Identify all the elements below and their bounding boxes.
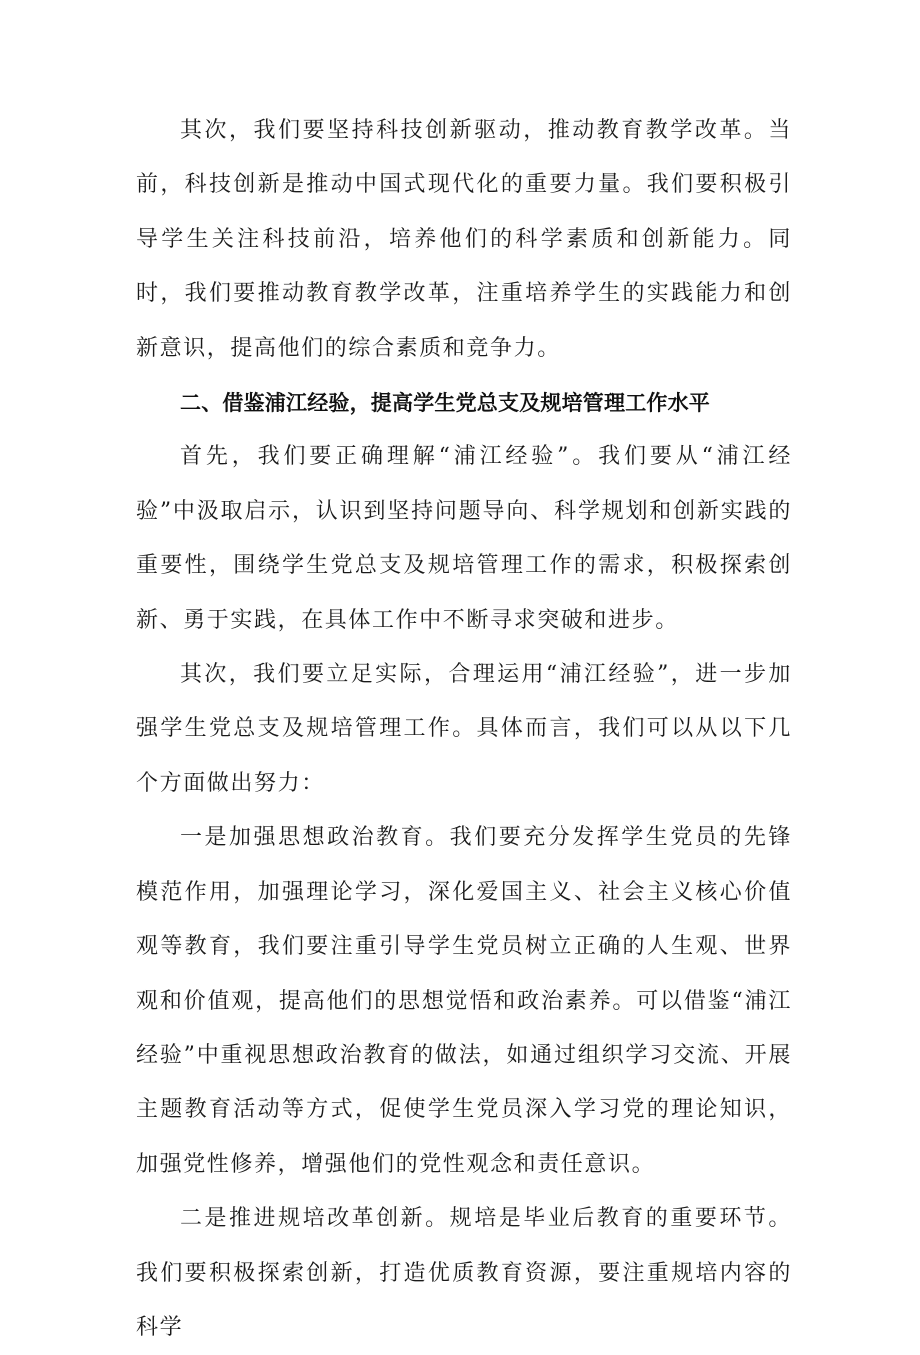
paragraph-tech-innovation: 其次，我们要坚持科技创新驱动，推动教育教学改革。当前，科技创新是推动中国式现代化的重要力量。我们要积极引导学生关注科技前沿，培养他们的科学素质和创新能力。同时，我们要推动教育教学改革，注重培养学生的实践能力和创新意识，提高他们的综合素质和竞争力。 [136, 118, 792, 361]
paragraph-apply-pujiang: 其次，我们要立足实际，合理运用“浦江经验”，进一步加强学生党总支及规培管理工作。具体而言，我们可以从以下几个方面做出努力： [136, 662, 792, 796]
section-heading: 二、借鉴浦江经验，提高学生党总支及规培管理工作水平 [180, 391, 710, 416]
document-body [136, 104, 792, 1355]
paragraph-training-reform: 二是推进规培改革创新。规培是毕业后教育的重要环节。我们要积极探索创新，打造优质教育资源，要注重规培内容的科学 [136, 1206, 792, 1340]
paragraph-political-education: 一是加强思想政治教育。我们要充分发挥学生党员的先锋模范作用，加强理论学习，深化爱国主义、社会主义核心价值观等教育，我们要注重引导学生党员树立正确的人生观、世界观和价值观，提高他们的思想觉悟和政治素养。可以借鉴“浦江经验”中重视思想政治教育的做法，如通过组织学习交流、开展主题教育活动等方式，促使学生党员深入学习党的理论知识，加强党性修养，增强他们的党性观念和责任意识。 [136, 825, 792, 1177]
paragraph-understand-pujiang: 首先，我们要正确理解“浦江经验”。我们要从“浦江经验”中汲取启示，认识到坚持问题导向、科学规划和创新实践的重要性，围绕学生党总支及规培管理工作的需求，积极探索创新、勇于实践，在具体工作中不断寻求突破和进步。 [136, 444, 792, 633]
